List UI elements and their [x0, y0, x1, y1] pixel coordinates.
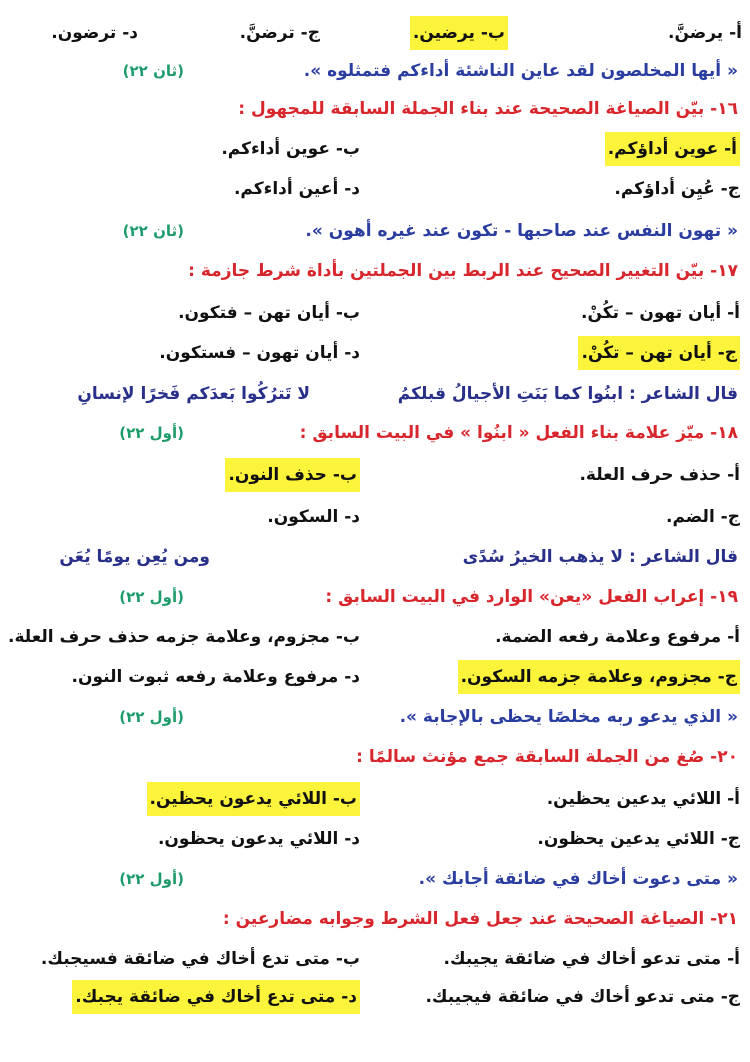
question-21: [0, 902, 750, 936]
q16-options-row-2-d: د- أعين أداءكم.: [233, 179, 360, 199]
poem-row-hemistich1: قال الشاعر : ابنُوا كما بَنَتِ الأجيالُ قبلكمُ: [397, 384, 738, 404]
q20-options-row-2-c: ج- اللائي يدعين يحظون.: [537, 829, 740, 849]
q17-options-row-2-c: ج- أيان تهن – تكُنْ.: [578, 336, 740, 370]
q15-options-row-o1: أ- يرضنَّ.: [668, 23, 742, 43]
question-16: [0, 92, 750, 126]
q20-options-row-1: [0, 782, 750, 816]
q15-options-row-o2: ب- يرضين.: [410, 16, 508, 50]
quote-row-quote: « تهون النفس عند صاحبها - تكون عند غيره أهون ».: [305, 221, 738, 241]
q19-options-row-1: [0, 620, 750, 654]
q20-options-row-2: [0, 822, 750, 856]
q16-options-row-2: [0, 172, 750, 206]
poem-row: [0, 540, 750, 574]
q21-options-row-2-c: ج- متى تدعو أخاك في ضائقة فيجيبك.: [425, 987, 740, 1007]
q18-options-row-2: [0, 500, 750, 534]
poem-row-hemistich2: لا تَترُكُوا بَعدَكم فَخرًا لإنسانِ: [77, 384, 310, 404]
q18-options-row-1-a: أ- حذف حرف العلة.: [579, 465, 740, 485]
q19-options-row-1-b: ب- مجزوم، وعلامة جزمه حذف حرف العلة.: [8, 627, 360, 647]
question-16-q: ١٦- بيّن الصياغة الصحيحة عند بناء الجملة السابقة للمجهول :: [238, 99, 738, 119]
q18-options-row-2-c: ج- الضم.: [666, 507, 740, 527]
q17-options-row-1-b: ب- أيان تهن – فتكون.: [178, 303, 360, 323]
quote-row: [0, 862, 750, 896]
question-18: [0, 416, 750, 450]
q21-options-row-2-d: د- متى تدع أخاك في ضائقة يجبك.: [72, 980, 360, 1014]
quote-row-source: (ثان ٢٢): [122, 62, 184, 80]
question-20: [0, 740, 750, 774]
question-19-source: (أول ٢٢): [119, 588, 184, 606]
q16-options-row-1: [0, 132, 750, 166]
quote-row: [0, 214, 750, 248]
q18-options-row-2-d: د- السكون.: [267, 507, 360, 527]
q21-options-row-2: [0, 980, 750, 1014]
poem-row-hemistich1: قال الشاعر : لا يذهب الخيرُ سُدًى: [462, 547, 738, 567]
q20-options-row-1-a: أ- اللائي يدعين يحظين.: [546, 789, 740, 809]
q16-options-row-2-c: ج- عُيِن أداؤكم.: [614, 179, 740, 199]
q19-options-row-1-a: أ- مرفوع وعلامة رفعه الضمة.: [495, 627, 740, 647]
quote-row-quote: « أيها المخلصون لقد عاين الناشئة أداءكم فتمثلوه ».: [303, 61, 738, 81]
q17-options-row-2: [0, 336, 750, 370]
q21-options-row-1: [0, 942, 750, 976]
q16-options-row-1-b: ب- عوين أداءكم.: [221, 139, 360, 159]
question-21-q: ٢١- الصياغة الصحيحة عند جعل فعل الشرط وجوابه مضارعين :: [222, 909, 738, 929]
q17-options-row-2-d: د- أيان تهون – فستكون.: [159, 343, 360, 363]
quote-row-source: (ثان ٢٢): [122, 222, 184, 240]
question-17: [0, 254, 750, 288]
poem-row-hemistich2: ومن يُعِن يومًا يُعَن: [59, 547, 210, 567]
q15-options-row-o4: د- ترضون.: [51, 23, 138, 43]
quote-row-source: (أول ٢٢): [119, 870, 184, 888]
poem-row: [0, 377, 750, 411]
quote-row-quote: « متى دعوت أخاك في ضائقة أجابك ».: [418, 869, 738, 889]
q17-options-row-1-a: أ- أيان تهون – تكُنْ.: [581, 303, 740, 323]
question-18-source: (أول ٢٢): [119, 424, 184, 442]
q20-options-row-1-b: ب- اللائي يدعون يحظين.: [147, 782, 360, 816]
q19-options-row-2-c: ج- مجزوم، وعلامة جزمه السكون.: [458, 660, 740, 694]
question-20-q: ٢٠- صُغ من الجملة السابقة جمع مؤنث سالمًا :: [356, 747, 738, 767]
question-19-q: ١٩- إعراب الفعل «يعن» الوارد في البيت السابق :: [325, 587, 738, 607]
q15-options-row-o3: ج- ترضنَّ.: [239, 23, 320, 43]
q18-options-row-1-b: ب- حذف النون.: [225, 458, 360, 492]
quote-row: [0, 700, 750, 734]
question-17-q: ١٧- بيّن التغيير الصحيح عند الربط بين الجملتين بأداة شرط جازمة :: [188, 261, 738, 281]
q21-options-row-1-b: ب- متى تدع أخاك في ضائقة فسيجبك.: [40, 949, 360, 969]
q15-options-row: [0, 16, 750, 50]
q17-options-row-1: [0, 296, 750, 330]
q19-options-row-2: [0, 660, 750, 694]
q20-options-row-2-d: د- اللائي يدعون يحظون.: [157, 829, 360, 849]
q19-options-row-2-d: د- مرفوع وعلامة رفعه ثبوت النون.: [71, 667, 360, 687]
q21-options-row-1-a: أ- متى تدعو أخاك في ضائقة يجيبك.: [443, 949, 740, 969]
q18-options-row-1: [0, 458, 750, 492]
question-18-q: ١٨- ميّز علامة بناء الفعل « ابنُوا » في البيت السابق :: [299, 423, 738, 443]
q16-options-row-1-a: أ- عوين أداؤكم.: [605, 132, 740, 166]
quote-row-source: (أول ٢٢): [119, 708, 184, 726]
quote-row-quote: « الذي يدعو ربه مخلصًا يحظى بالإجابة ».: [399, 707, 738, 727]
question-19: [0, 580, 750, 614]
quote-row: [0, 54, 750, 88]
